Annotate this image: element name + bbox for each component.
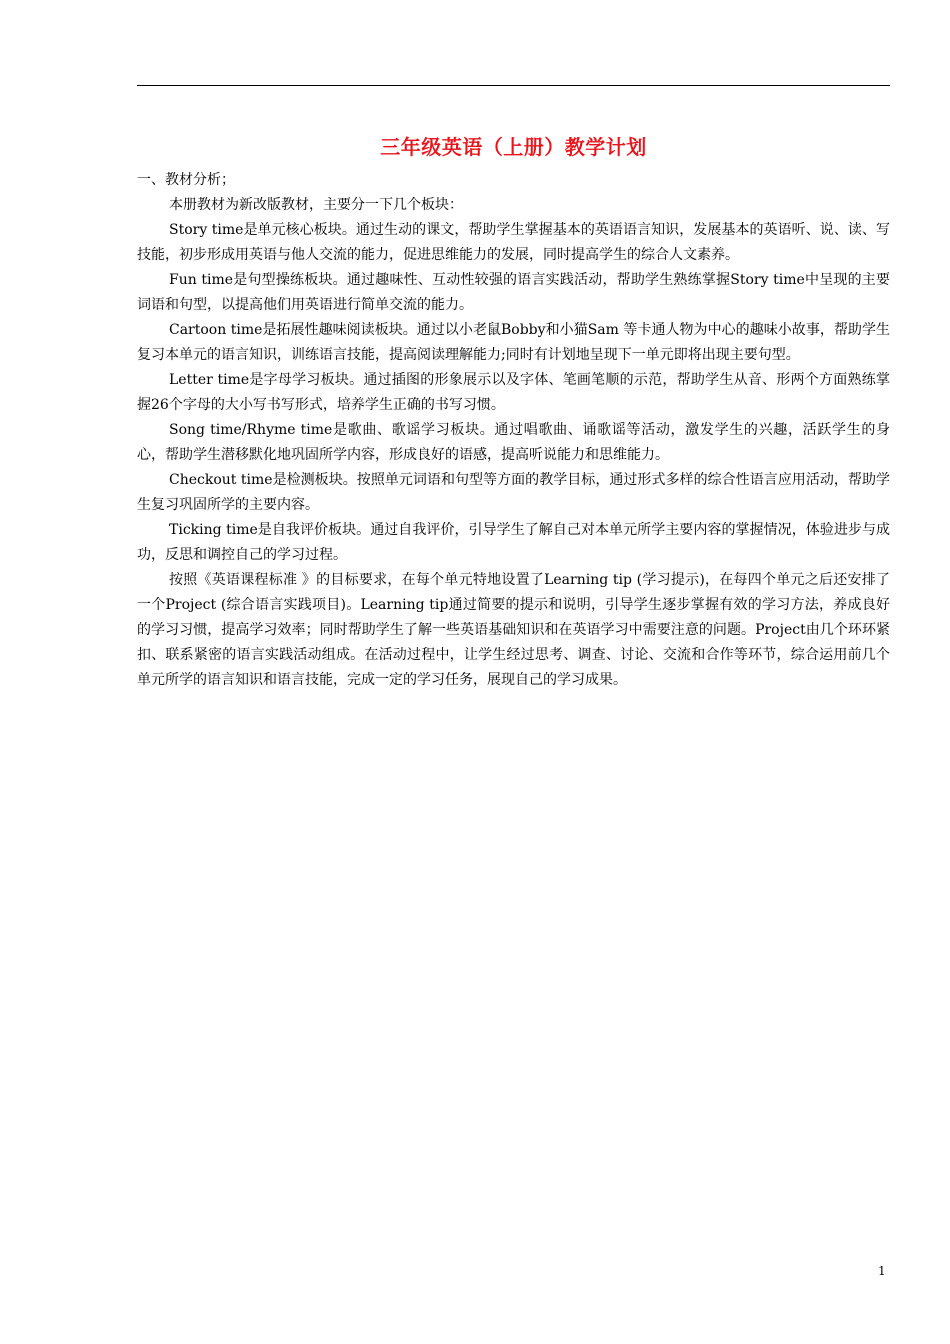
header-rule bbox=[137, 85, 890, 86]
page-title: 三年级英语（上册）教学计划 bbox=[380, 135, 647, 159]
paragraph-fun-time: Fun time是句型操练板块。通过趣味性、互动性较强的语言实践活动，帮助学生熟练掌握Story time中呈现的主要词语和句型，以提高他们用英语进行简单交流的能力。 bbox=[137, 272, 890, 313]
paragraph-story-time: Story time是单元核心板块。通过生动的课文，帮助学生掌握基本的英语语言知识，发展基本的英语听、说、读、写技能，初步形成用英语与他人交流的能力，促进思维能力的发展，同时提高学生的综合人文素养。 bbox=[137, 222, 890, 263]
document-body bbox=[137, 168, 890, 693]
paragraph-learning-tip-project: 按照《英语课程标准 》的目标要求，在每个单元特地设置了Learning tip (学习提示)，在每四个单元之后还安排了一个Project (综合语言实践项目)。Learning tip通过简要的提示和说明，引导学生逐步掌握有效的学习方法，养成良好的学习习惯，提高学习效率；同时帮助学生了解一些英语基础知识和在英语学习中需要注意的问题。Project由几个环环紧扣、联系紧密的语言实践活动组成。在活动过程中，让学生经过思考、调查、讨论、交流和合作等环节，综合运用前几个单元所学的语言知识和语言技能，完成一定的学习任务，展现自己的学习成果。 bbox=[137, 572, 890, 688]
paragraph-cartoon-time: Cartoon time是拓展性趣味阅读板块。通过以小老鼠Bobby和小猫Sam 等卡通人物为中心的趣味小故事，帮助学生复习本单元的语言知识，训练语言技能，提高阅读理解能力;同时有计划地呈现下一单元即将出现主要句型。 bbox=[137, 322, 890, 363]
paragraph-ticking-time: Ticking time是自我评价板块。通过自我评价，引导学生了解自己对本单元所学主要内容的掌握情况，体验进步与成功，反思和调控自己的学习过程。 bbox=[137, 522, 890, 563]
paragraph-letter-time: Letter time是字母学习板块。通过插图的形象展示以及字体、笔画笔顺的示范，帮助学生从音、形两个方面熟练掌握26个字母的大小写书写形式，培养学生正确的书写习惯。 bbox=[137, 372, 890, 413]
paragraph-intro: 本册教材为新改版教材，主要分一下几个板块： bbox=[169, 197, 463, 213]
section-heading: 一、教材分析； bbox=[137, 172, 235, 188]
page-number: 1 bbox=[878, 1264, 886, 1278]
paragraph-song-rhyme-time: Song time/Rhyme time是歌曲、歌谣学习板块。通过唱歌曲、诵歌谣等活动，激发学生的兴趣，活跃学生的身心，帮助学生潜移默化地巩固所学内容，形成良好的语感，提高听说能力和思维能力。 bbox=[137, 422, 890, 463]
paragraph-checkout-time: Checkout time是检测板块。按照单元词语和句型等方面的教学目标，通过形式多样的综合性语言应用活动，帮助学生复习巩固所学的主要内容。 bbox=[137, 472, 890, 513]
